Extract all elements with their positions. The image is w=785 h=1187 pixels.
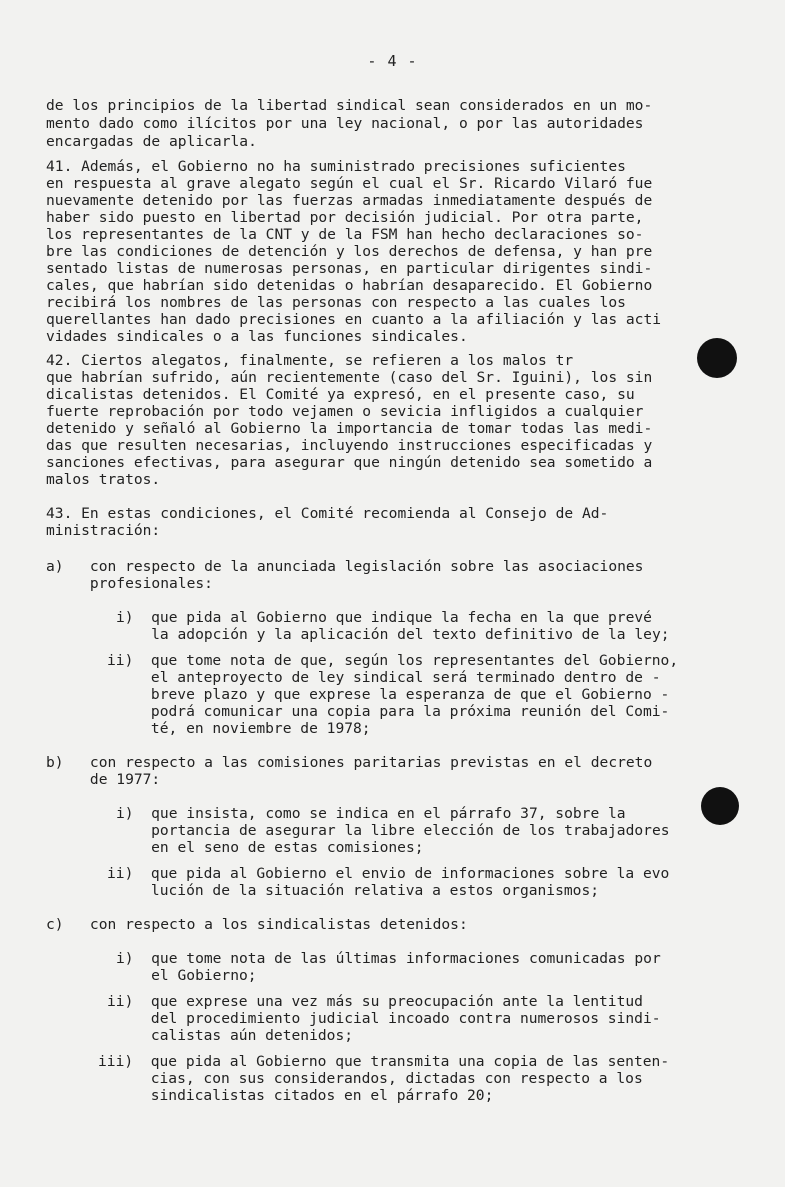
text-line: fuerte reprobación por todo vejamen o sevicia infligidos a cualquier xyxy=(46,403,644,420)
text-line: 41. Además, el Gobierno no ha suministrado precisiones suficientes xyxy=(46,158,626,175)
text-line: 43. En estas condiciones, el Comité recomienda al Consejo de Ad- xyxy=(46,505,609,522)
text-line: ii) que pida al Gobierno el envio de informaciones sobre la evo xyxy=(107,865,670,882)
text-line: i) que pida al Gobierno que indique la fecha en la que prevé xyxy=(116,609,652,626)
text-line: podrá comunicar una copia para la próxima reunión del Comi- xyxy=(107,703,670,720)
text-line: la adopción y la aplicación del texto definitivo de la ley; xyxy=(116,626,670,643)
text-line: ministración: xyxy=(46,522,161,539)
text-line: de 1977: xyxy=(46,771,161,788)
text-line: lución de la situación relativa a estos organismos; xyxy=(107,882,600,899)
punch-hole-mark xyxy=(701,787,739,825)
text-line: dicalistas detenidos. El Comité ya expresó, en el presente caso, su xyxy=(46,386,635,403)
text-line: mento dado como ilícitos por una ley nacional, o por las autoridades xyxy=(46,115,644,132)
text-line: malos tratos. xyxy=(46,471,161,488)
text-line: los representantes de la CNT y de la FSM han hecho declaraciones so- xyxy=(46,226,644,243)
text-line: del procedimiento judicial incoado contra numerosos sindi- xyxy=(107,1010,661,1027)
text-line: sindicalistas citados en el párrafo 20; xyxy=(98,1087,494,1104)
text-line: ii) que exprese una vez más su preocupación ante la lentitud xyxy=(107,993,643,1010)
text-line: b) con respecto a las comisiones paritarias previstas en el decreto xyxy=(46,754,653,771)
text-line: breve plazo y que exprese la esperanza de que el Gobierno - xyxy=(107,686,670,703)
text-line: querellantes han dado precisiones en cuanto a la afiliación y las acti xyxy=(46,311,662,328)
text-line: das que resulten necesarias, incluyendo instrucciones especificadas y xyxy=(46,437,653,454)
text-line: ii) que tome nota de que, según los representantes del Gobierno, xyxy=(107,652,679,669)
text-line: en respuesta al grave alegato según el cual el Sr. Ricardo Vilaró fue xyxy=(46,175,653,192)
text-line: bre las condiciones de detención y los derechos de defensa, y han pre xyxy=(46,243,653,260)
text-line: el Gobierno; xyxy=(116,967,257,984)
text-line: encargadas de aplicarla. xyxy=(46,133,257,150)
text-line: que habrían sufrido, aún recientemente (caso del Sr. Iguini), los sin xyxy=(46,369,653,386)
text-line: iii) que pida al Gobierno que transmita una copia de las senten- xyxy=(98,1053,670,1070)
text-line: recibirá los nombres de las personas con respecto a las cuales los xyxy=(46,294,626,311)
text-line: haber sido puesto en libertad por decisión judicial. Por otra parte, xyxy=(46,209,644,226)
text-line: té, en noviembre de 1978; xyxy=(107,720,371,737)
text-line: vidades sindicales o a las funciones sindicales. xyxy=(46,328,468,345)
page-number: - 4 - xyxy=(367,52,418,70)
text-line: portancia de asegurar la libre elección de los trabajadores xyxy=(116,822,670,839)
text-line: sanciones efectivas, para asegurar que ningún detenido sea sometido a xyxy=(46,454,653,471)
text-line: sentado listas de numerosas personas, en particular dirigentes sindi- xyxy=(46,260,653,277)
text-line: calistas aún detenidos; xyxy=(107,1027,354,1044)
text-line: detenido y señaló al Gobierno la importancia de tomar todas las medi- xyxy=(46,420,653,437)
text-line: a) con respecto de la anunciada legislación sobre las asociaciones xyxy=(46,558,644,575)
text-line: en el seno de estas comisiones; xyxy=(116,839,424,856)
text-line: c) con respecto a los sindicalistas detenidos: xyxy=(46,916,468,933)
text-line: de los principios de la libertad sindical sean considerados en un mo- xyxy=(46,97,653,114)
text-line: i) que tome nota de las últimas informaciones comunicadas por xyxy=(116,950,661,967)
text-line: i) que insista, como se indica en el párrafo 37, sobre la xyxy=(116,805,626,822)
text-line: el anteproyecto de ley sindical será terminado dentro de - xyxy=(107,669,661,686)
text-line: profesionales: xyxy=(46,575,213,592)
text-line: cias, con sus considerandos, dictadas con respecto a los xyxy=(98,1070,643,1087)
punch-hole-mark xyxy=(697,338,737,378)
text-line: 42. Ciertos alegatos, finalmente, se refieren a los malos tr xyxy=(46,352,574,369)
text-line: nuevamente detenido por las fuerzas armadas inmediatamente después de xyxy=(46,192,653,209)
text-line: cales, que habrían sido detenidas o habrían desaparecido. El Gobierno xyxy=(46,277,653,294)
